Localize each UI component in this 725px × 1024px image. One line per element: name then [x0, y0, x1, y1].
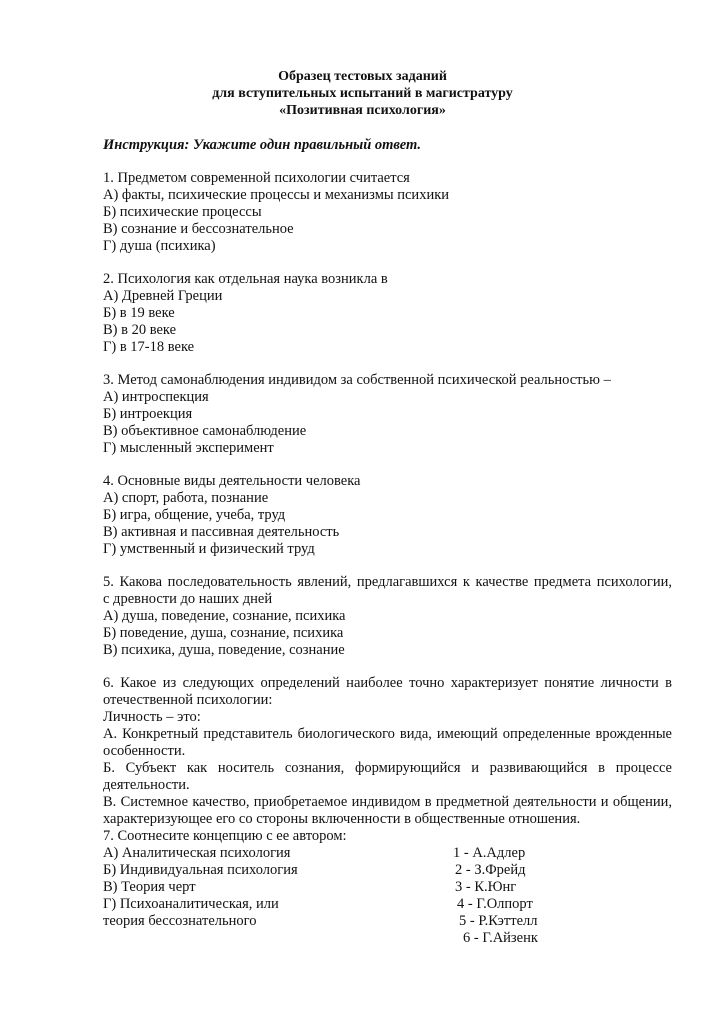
q1-option-c: В) сознание и бессознательное — [103, 221, 294, 237]
q6-option-b-line-2: деятельности. — [103, 777, 190, 793]
q5-question-line-1: 5. Какова последовательность явлений, предлагавшихся к качестве предмета психологии, — [103, 574, 672, 590]
q7-author-6: 6 - Г.Айзенк — [463, 930, 538, 946]
q7-author-4: 4 - Г.Олпорт — [457, 896, 533, 912]
q2-option-c: В) в 20 веке — [103, 322, 177, 338]
q6-lead: Личность – это: — [103, 709, 201, 725]
q4-option-c: В) активная и пассивная деятельность — [103, 524, 340, 540]
q6-option-b-line-1: Б. Субъект как носитель сознания, формирующийся и развивающийся в процессе — [103, 760, 672, 776]
q3-option-c: В) объективное самонаблюдение — [103, 423, 307, 439]
q7-concept-d-continued: теория бессознательного — [103, 913, 257, 929]
document-title-line-1: Образец тестовых заданий — [278, 69, 447, 84]
q6-option-a-line-2: особенности. — [103, 743, 186, 759]
q4-question: 4. Основные виды деятельности человека — [103, 473, 361, 489]
q7-concept-c: В) Теория черт — [103, 879, 196, 895]
q5-option-b: Б) поведение, душа, сознание, психика — [103, 625, 344, 641]
document-title-line-3: «Позитивная психология» — [279, 103, 446, 118]
q3-option-a: А) интроспекция — [103, 389, 209, 405]
q5-option-a: А) душа, поведение, сознание, психика — [103, 608, 346, 624]
document-title-line-2: для вступительных испытаний в магистратуру — [212, 86, 513, 101]
q6-question-line-1: 6. Какое из следующих определений наиболее точно характеризует понятие личности в — [103, 675, 672, 691]
instruction: Инструкция: Укажите один правильный ответ. — [103, 137, 422, 153]
q6-question-line-2: отечественной психологии: — [103, 692, 273, 708]
q6-option-c-line-1: В. Системное качество, приобретаемое индивидом в предметной деятельности и общении, — [103, 794, 672, 810]
q1-question: 1. Предметом современной психологии считается — [103, 170, 410, 186]
q1-option-b: Б) психические процессы — [103, 204, 262, 220]
q7-author-5: 5 - Р.Кэттелл — [459, 913, 538, 929]
q2-option-b: Б) в 19 веке — [103, 305, 175, 321]
q5-option-c: В) психика, душа, поведение, сознание — [103, 642, 345, 658]
q7-author-3: 3 - К.Юнг — [455, 879, 517, 895]
q4-option-a: А) спорт, работа, познание — [103, 490, 269, 506]
q4-option-d: Г) умственный и физический труд — [103, 541, 315, 557]
q3-option-b: Б) интроекция — [103, 406, 193, 422]
q1-option-a: А) факты, психические процессы и механизмы психики — [103, 187, 450, 203]
q7-concept-b: Б) Индивидуальная психология — [103, 862, 298, 878]
q3-question: 3. Метод самонаблюдения индивидом за собственной психической реальностью – — [103, 372, 611, 388]
q1-option-d: Г) душа (психика) — [103, 238, 216, 254]
q6-option-c-line-2: характеризующее его со стороны включенности в общественные отношения. — [103, 811, 581, 827]
q7-concept-d: Г) Психоаналитическая, или — [103, 896, 279, 912]
q4-option-b: Б) игра, общение, учеба, труд — [103, 507, 286, 523]
q7-author-2: 2 - З.Фрейд — [455, 862, 526, 878]
q3-option-d: Г) мысленный эксперимент — [103, 440, 274, 456]
q2-option-a: А) Древней Греции — [103, 288, 223, 304]
q7-question: 7. Соотнесите концепцию с ее автором: — [103, 828, 347, 844]
q2-option-d: Г) в 17-18 веке — [103, 339, 195, 355]
q2-question: 2. Психология как отдельная наука возникла в — [103, 271, 388, 287]
q6-option-a-line-1: А. Конкретный представитель биологического вида, имеющий определенные врожденные — [103, 726, 672, 742]
q5-question-line-2: с древности до наших дней — [103, 591, 273, 607]
q7-concept-a: А) Аналитическая психология — [103, 845, 291, 861]
q7-author-1: 1 - А.Адлер — [453, 845, 526, 861]
